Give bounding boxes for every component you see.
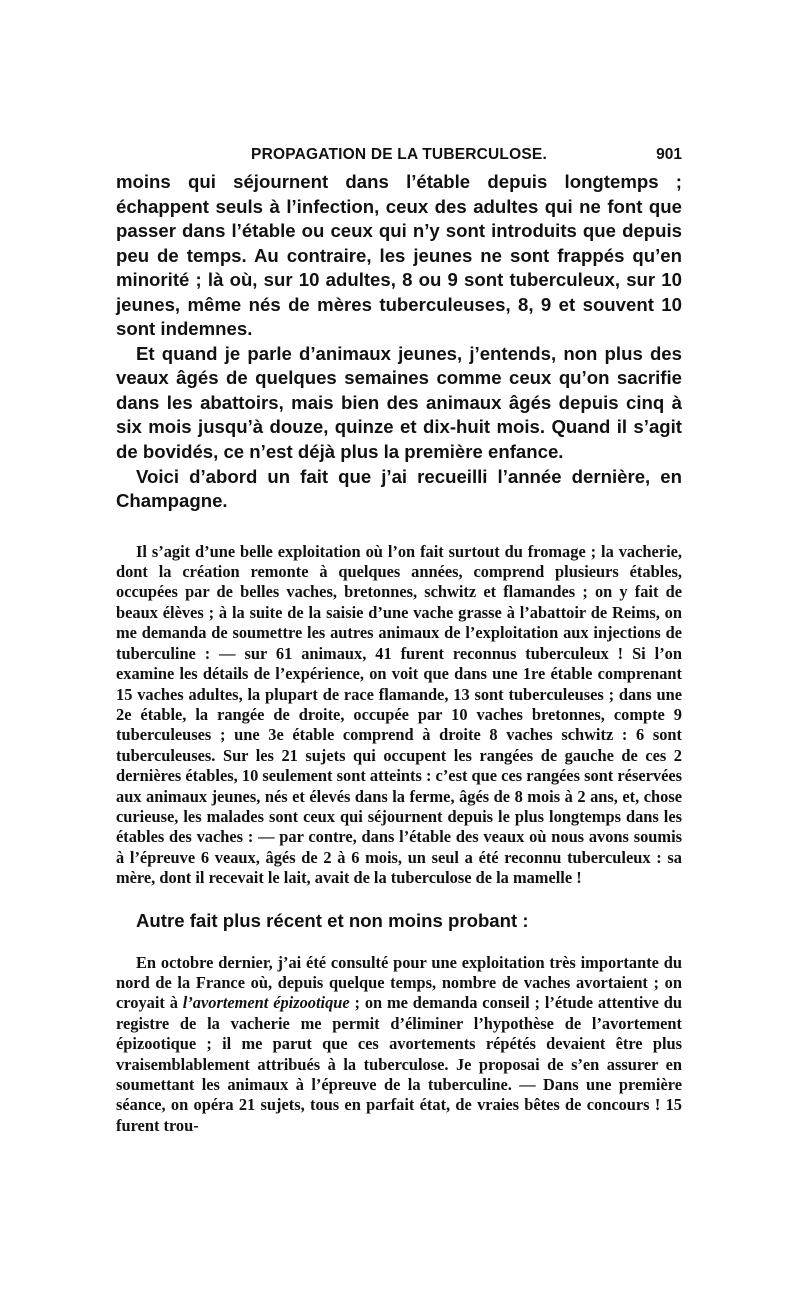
section-heading-other-fact: Autre fait plus récent et non moins probant : [136, 909, 529, 931]
paragraph-october-case [116, 953, 682, 1137]
paragraph-champagne-intro: Voici d’abord un fait que j’ai recueilli l’année dernière, en Champagne. [116, 465, 682, 512]
page-number: 901 [656, 146, 682, 163]
paragraph-continuation: moins qui séjournent dans l’étable depuis longtemps ; échappent seuls à l’infection, ceux des adultes qui ne font que passer dans l’étable ou ceux qui n’y sont introduits que depuis peu de temps. Au contraire, les jeunes ne sont frappés qu’en minorité ; là où, sur 10 adultes, 8 ou 9 sont tuberculeux, sur 10 jeunes, même nés de mères tuberculeuses, 8, 9 et souvent 10 sont indemnes. [116, 171, 682, 340]
running-title: PROPAGATION DE LA TUBERCULOSE. [251, 146, 547, 163]
paragraph-october-text-end: ; on me demanda conseil ; l’étude attentive du registre de la vacherie me permit d’éliminer l’hypothèse de l’avortement épizootique ; il me parut que ces avortements répétés devaient être plus vraisemblablement attribués à la tuberculose. Je proposai de s’en assurer en soumettant les animaux à l’épreuve de la tuberculine. — Dans une première séance, on opéra 21 sujets, tous en parfait état, de vraies bêtes de concours ! 15 furent trou- [116, 993, 682, 1135]
book-page [116, 138, 682, 1136]
italic-term: l’avortement épizootique [182, 993, 350, 1013]
running-head [116, 138, 682, 170]
paragraph-champagne-case: Il s’agit d’une belle exploitation où l’on fait surtout du fromage ; la vacherie, dont la création remonte à quelques années, comprend plusieurs étables, occupées par de belles vaches, bretonnes, schwitz et flamandes ; on y fait de beaux élèves ; à la suite de la saisie d’une vache grasse à l’abattoir de Reims, on me demanda de soumettre les autres animaux de l’exploitation aux injections de tuberculine : — sur 61 animaux, 41 furent reconnus tuberculeux ! Si l’on examine les détails de l’expérience, on voit que dans une 1re étable comprenant 15 vaches adultes, la plupart de race flamande, 13 sont tuberculeuses ; dans une 2e étable, la rangée de droite, occupée par 10 vaches bretonnes, compte 9 tuberculeuses ; une 3e étable comprend à droite 8 vaches schwitz : 6 sont tuberculeuses. Sur les 21 sujets qui occupent les rangées de gauche de ces 2 dernières étables, 10 seulement sont atteints : c’est que ces rangées sont réservées aux animaux jeunes, nés et élevés dans la ferme, âgés de 8 mois à 2 ans, et, chose curieuse, les malades sont ceux qui séjournent depuis le plus longtemps dans les étables des vaches : — par contre, dans l’étable des veaux où nous avons soumis à l’épreuve 6 veaux, âgés de 2 à 6 mois, un seul a été reconnu tuberculeux : sa mère, dont il recevait le lait, avait de la tuberculose de la mamelle ! [116, 541, 682, 888]
paragraph-young-animals: Et quand je parle d’animaux jeunes, j’entends, non plus des veaux âgés de quelques semaines comme ceux qu’on sacrifie dans les abattoirs, mais bien des animaux âgés depuis cinq à six mois jusqu’à douze, quinze et dix-huit mois. Quand il s’agit de bovidés, ce n’est déjà plus la première enfance. [116, 342, 682, 463]
paragraph-october-text-start: En octobre dernier, j’ai été consulté pour une exploitation très importante du nord de la France où, depuis quelque temps, nombre de vaches avortaient ; on croyait à [116, 952, 682, 1013]
